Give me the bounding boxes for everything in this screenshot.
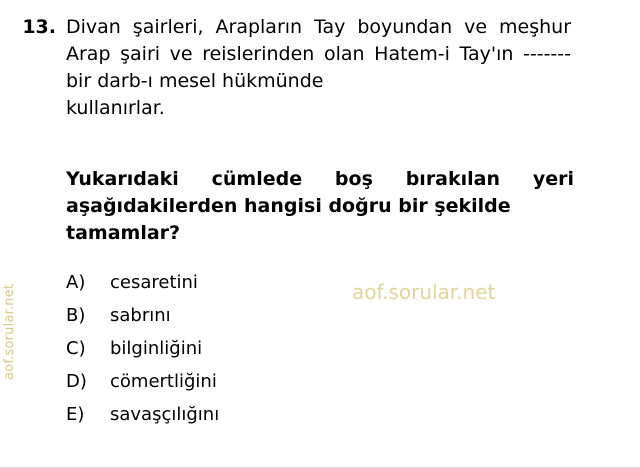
question-stem-line-4: kullanırlar.: [66, 97, 165, 119]
question-stem: [66, 14, 571, 122]
option-letter: A): [66, 272, 86, 293]
option-text: sabrını: [110, 305, 171, 326]
question-prompt-line-3: tamamlar?: [66, 222, 181, 244]
answer-option-a[interactable]: [66, 272, 586, 305]
option-text: savaşçılığını: [110, 404, 220, 425]
option-letter: E): [66, 404, 85, 425]
answer-option-d[interactable]: [66, 371, 586, 404]
question-stem-line-2: meşhur Arap şairi ve reislerinden olan Hatem-i: [66, 16, 572, 65]
option-text: bilginliğini: [110, 338, 203, 359]
option-letter: D): [66, 371, 87, 392]
answer-option-c[interactable]: [66, 338, 586, 371]
option-text: cömertliğini: [110, 371, 217, 392]
option-letter: B): [66, 305, 86, 326]
question-prompt: [66, 166, 574, 247]
question-stem-line-1: Divan şairleri, Arapların Tay boyundan ve: [66, 16, 488, 38]
watermark-side: aof.sorular.net: [2, 283, 17, 380]
question-prompt-line-2: aşağıdakilerden hangisi doğru bir şekilde: [66, 195, 511, 217]
watermark-center: aof.sorular.net: [352, 280, 496, 304]
question-block: [0, 14, 640, 122]
question-number: 13.: [22, 16, 56, 38]
question-prompt-line-1: Yukarıdaki cümlede boş bırakılan yeri: [66, 168, 574, 190]
answer-option-e[interactable]: [66, 404, 586, 437]
question-stem-line-3: Tay'ın ------- bir darb-ı mesel hükmünde: [66, 43, 571, 92]
option-letter: C): [66, 338, 86, 359]
question-stem-row: [0, 14, 640, 122]
answer-options: [66, 272, 586, 437]
option-text: cesaretini: [110, 272, 198, 293]
answer-option-b[interactable]: [66, 305, 586, 338]
